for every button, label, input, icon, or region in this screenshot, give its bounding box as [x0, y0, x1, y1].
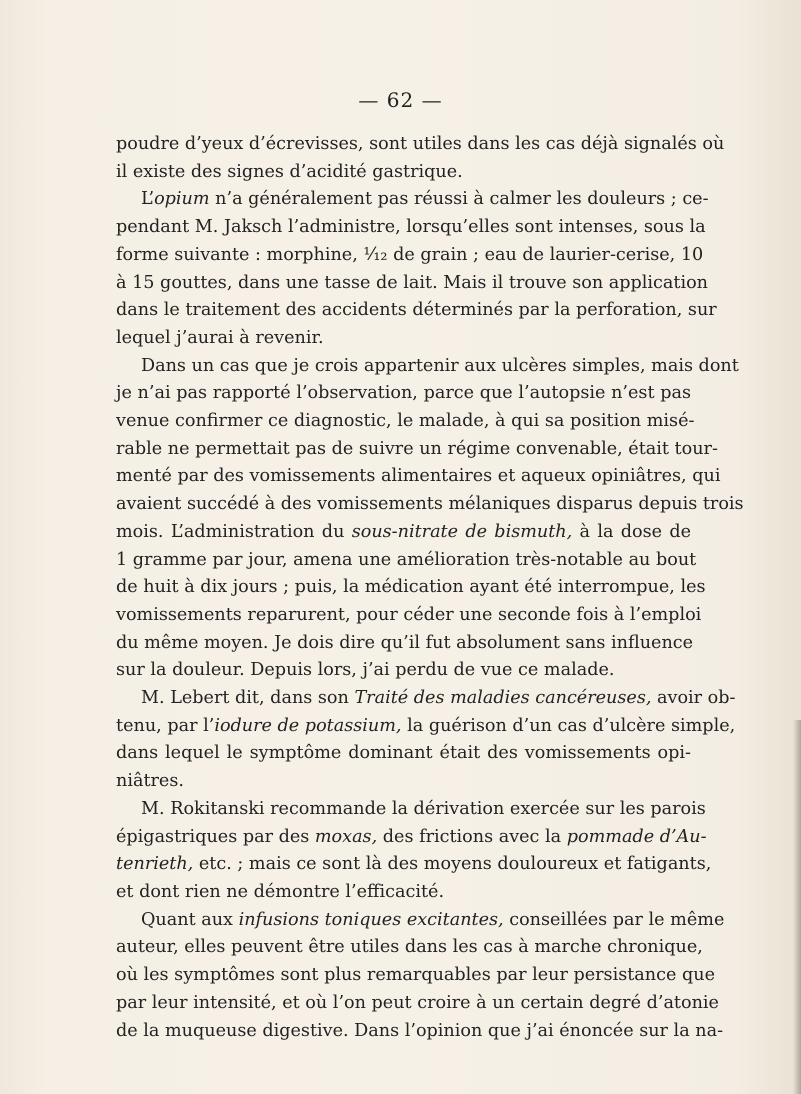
text-run: M. Rokitanski recommande la dérivation exercée sur les parois	[141, 798, 706, 819]
text-line	[116, 851, 712, 879]
italic-run: infusions toniques excitantes,	[238, 909, 504, 930]
text-line	[116, 824, 707, 852]
text-run: 1 gramme par jour, amena une amélioration très-notable au bout	[116, 549, 697, 570]
text-run: dans lequel le symptôme dominant était des vomissements opi-	[116, 743, 691, 764]
text-run: etc. ; mais ce sont là des moyens douloureux et fatigants,	[193, 854, 712, 875]
text-line	[116, 214, 706, 242]
text-run: avoir ob-	[651, 688, 736, 709]
text-line	[116, 270, 708, 298]
text-run: M. Lebert dit, dans son	[141, 688, 355, 709]
text-run: par leur intensité, et où l’on peut croire à un certain degré d’atonie	[116, 992, 719, 1013]
italic-run: Traité des maladies cancéreuses,	[354, 688, 652, 709]
text-run: lequel j’aurai à revenir.	[116, 327, 324, 348]
text-line	[116, 907, 725, 935]
text-line	[116, 353, 739, 381]
text-line	[116, 713, 736, 741]
text-run: pendant M. Jaksch l’administre, lorsqu’elles sont intenses, sous la	[116, 217, 706, 238]
text-run: avaient succédé à des vomissements mélaniques disparus depuis trois	[116, 494, 744, 515]
text-line	[116, 519, 691, 547]
text-line	[116, 962, 715, 990]
text-line	[116, 131, 725, 159]
text-run: Dans un cas que je crois appartenir aux ulcères simples, mais dont	[141, 355, 739, 376]
text-run: Quant aux	[141, 909, 239, 930]
text-line	[116, 491, 744, 519]
italic-run: iodure de potassium,	[214, 715, 402, 736]
body-text	[116, 131, 744, 1045]
text-run: de huit à dix jours ; puis, la médication ayant été interrompue, les	[116, 577, 706, 598]
text-line	[116, 436, 718, 464]
paragraph	[116, 796, 712, 907]
text-line	[116, 934, 703, 962]
text-run: tenu, par l’	[116, 715, 215, 736]
paragraph	[116, 186, 717, 352]
text-line	[116, 657, 691, 685]
text-run: à la dose de	[572, 521, 691, 542]
italic-run: moxas,	[314, 826, 378, 847]
text-run: L’	[141, 189, 155, 210]
page-number: — 62 —	[358, 88, 443, 112]
text-run: n’a généralement pas réussi à calmer les douleurs ; ce-	[209, 189, 709, 210]
text-run: où les symptômes sont plus remarquables par leur persistance que	[116, 965, 715, 986]
text-line	[116, 685, 736, 713]
text-run: je n’ai pas rapporté l’observation, parce que l’autopsie n’est pas	[116, 383, 691, 404]
text-line	[116, 297, 717, 325]
paragraph	[116, 907, 725, 1046]
text-line	[116, 796, 706, 824]
text-line	[116, 1018, 724, 1046]
text-line	[116, 325, 691, 353]
text-run: niâtres.	[116, 771, 184, 792]
paragraph	[116, 685, 736, 796]
text-line	[116, 574, 706, 602]
text-run: il existe des signes d’acidité gastrique.	[116, 161, 463, 182]
text-run: menté par des vomissements alimentaires et aqueux opiniâtres, qui	[116, 466, 721, 487]
text-line	[116, 186, 709, 214]
text-run: sur la douleur. Depuis lors, j’ai perdu de vue ce malade.	[116, 660, 615, 681]
text-run: auteur, elles peuvent être utiles dans les cas à marche chronique,	[116, 937, 703, 958]
text-line	[116, 408, 695, 436]
text-run: mois. L’administration du	[116, 521, 352, 542]
text-run: de la muqueuse digestive. Dans l’opinion que j’ai énoncée sur la na-	[116, 1020, 724, 1041]
text-run: des frictions avec la	[377, 826, 567, 847]
text-run: forme suivante : morphine, ¹⁄₁₂ de grain ; eau de laurier-cerise, 10	[116, 244, 704, 265]
text-line	[116, 740, 691, 768]
page-edge-shadow	[793, 720, 801, 1094]
text-run: à 15 gouttes, dans une tasse de lait. Mais il trouve son application	[116, 272, 708, 293]
text-run: du même moyen. Je dois dire qu’il fut absolument sans influence	[116, 632, 694, 653]
text-line	[116, 463, 721, 491]
text-line	[116, 602, 702, 630]
text-line	[116, 380, 691, 408]
text-line	[116, 159, 691, 187]
text-line	[116, 990, 719, 1018]
text-run: conseillées par le même	[503, 909, 725, 930]
text-line	[116, 768, 691, 796]
text-run: et dont rien ne démontre l’efficacité.	[116, 881, 445, 902]
text-run: rable ne permettait pas de suivre un régime convenable, était tour-	[116, 438, 718, 459]
italic-run: pommade d’Au-	[566, 826, 707, 847]
text-run: vomissements reparurent, pour céder une seconde fois à l’emploi	[116, 604, 702, 625]
text-run: la guérison d’un cas d’ulcère simple,	[401, 715, 736, 736]
paragraph	[116, 131, 725, 186]
text-run: poudre d’yeux d’écrevisses, sont utiles dans les cas déjà signalés où	[116, 134, 725, 154]
text-line	[116, 879, 691, 907]
text-line	[116, 547, 697, 575]
text-line	[116, 630, 694, 658]
text-line	[116, 242, 704, 270]
text-run: venue confirmer ce diagnostic, le malade, à qui sa position misé-	[116, 411, 695, 432]
text-run: dans le traitement des accidents déterminés par la perforation, sur	[116, 300, 717, 321]
italic-run: opium	[154, 189, 210, 210]
italic-run: sous-nitrate de bismuth,	[351, 521, 573, 542]
paragraph	[116, 353, 744, 685]
italic-run: tenrieth,	[116, 854, 194, 875]
text-run: épigastriques par des	[116, 826, 315, 847]
